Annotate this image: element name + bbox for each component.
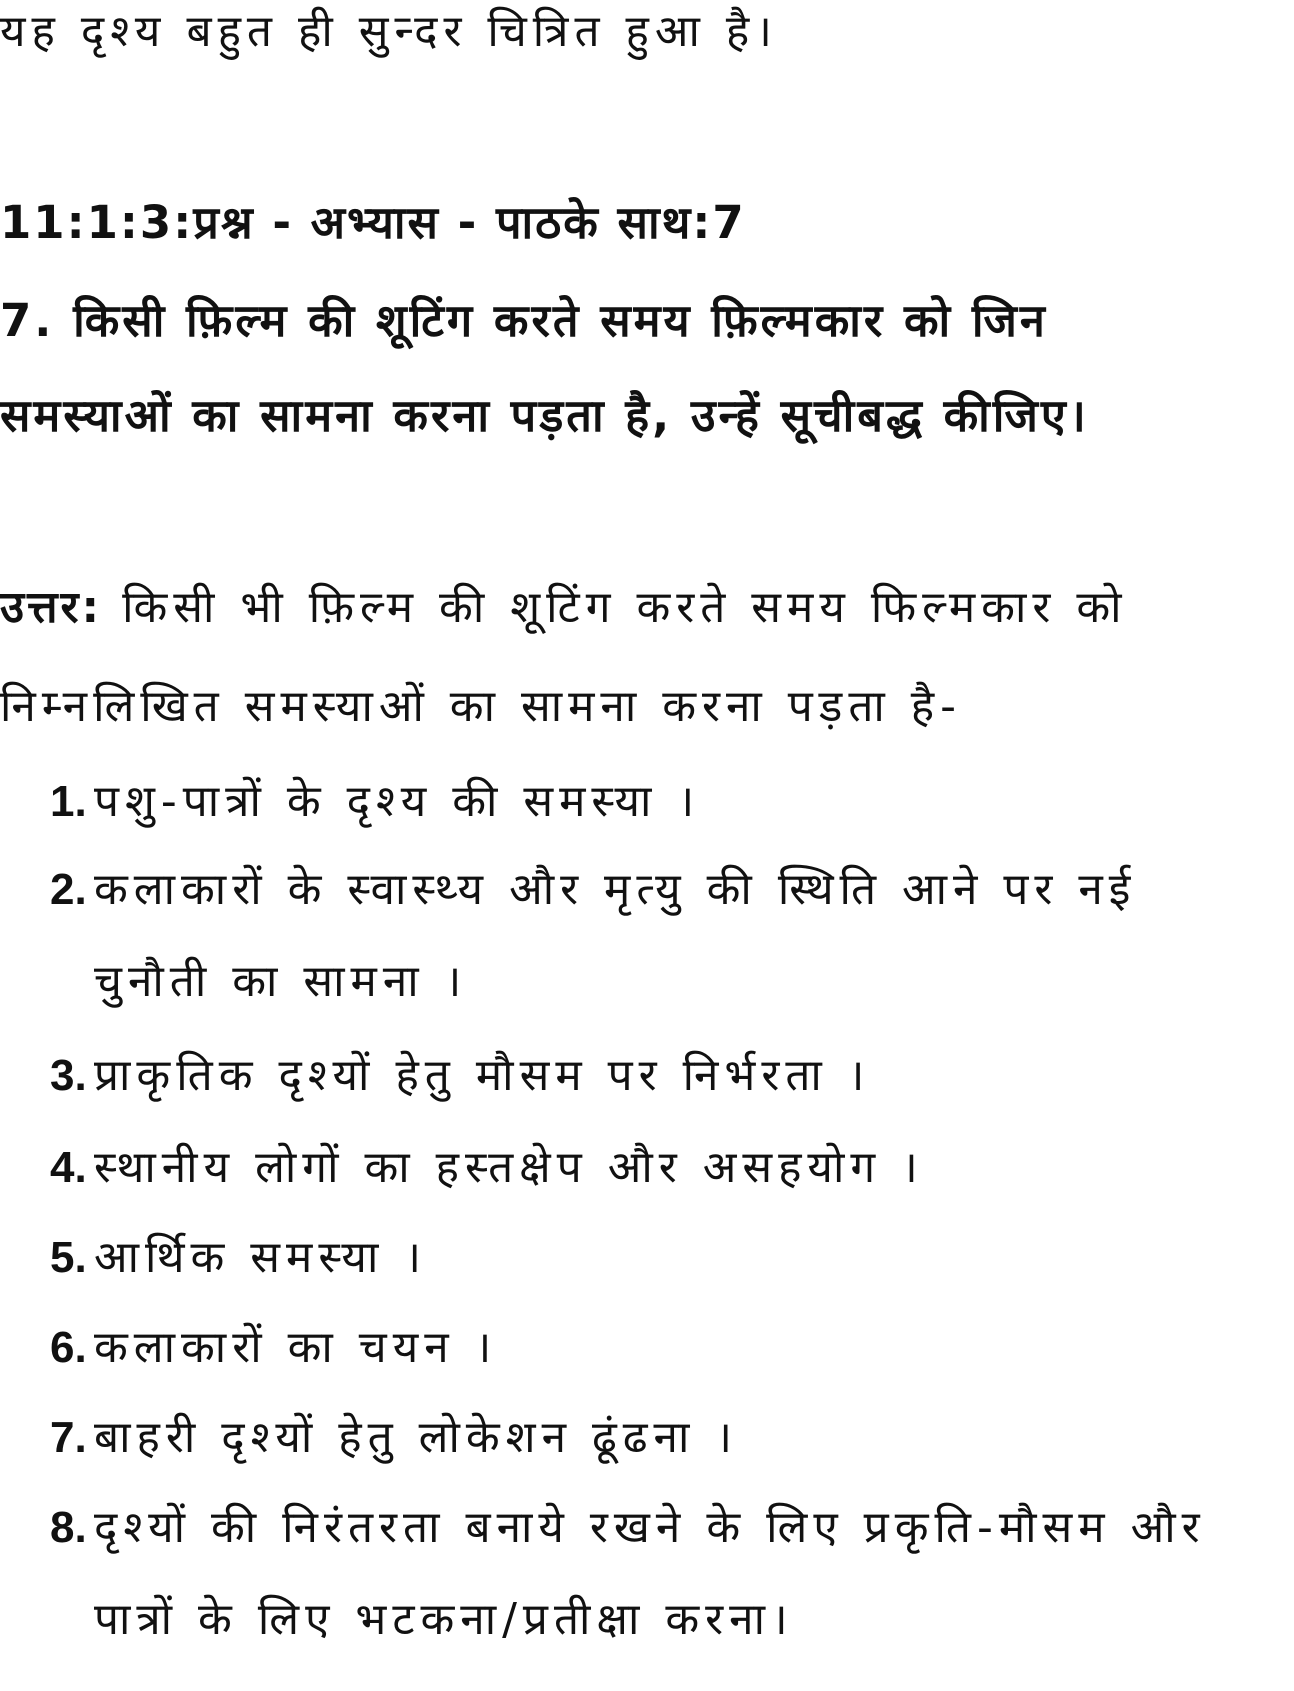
list-item bbox=[50, 1412, 739, 1463]
list-item-text: कलाकारों के स्वास्थ्य और मृत्यु की स्थिति आने पर नई bbox=[94, 864, 1137, 915]
answer-label: उत्तर: bbox=[0, 582, 103, 633]
list-item-text: स्थानीय लोगों का हस्तक्षेप और असहयोग । bbox=[94, 1142, 924, 1193]
list-item-text: कलाकारों का चयन । bbox=[94, 1322, 498, 1373]
question-text-line-2: समस्याओं का सामना करना पड़ता है, उन्हें सूचीबद्ध कीजिए। bbox=[0, 389, 1089, 442]
list-item bbox=[50, 1050, 871, 1101]
list-item-text: प्राकृतिक दृश्यों हेतु मौसम पर निर्भरता । bbox=[94, 1050, 871, 1101]
list-item bbox=[50, 776, 701, 827]
answer-intro-text: किसी भी फ़िल्म की शूटिंग करते समय फिल्मकार को bbox=[102, 582, 1128, 633]
list-item bbox=[50, 1142, 924, 1193]
list-item-text: पशु-पात्रों के दृश्य की समस्या । bbox=[94, 776, 701, 827]
list-item-number: 4. bbox=[50, 1143, 87, 1192]
list-item bbox=[50, 1232, 428, 1283]
list-item-number: 2. bbox=[50, 865, 87, 914]
intro-text: यह दृश्य बहुत ही सुन्दर चित्रित हुआ है। bbox=[0, 6, 778, 57]
list-item-number: 8. bbox=[50, 1503, 87, 1552]
answer-intro-line-2: निम्नलिखित समस्याओं का सामना करना पड़ता है- bbox=[0, 681, 963, 732]
list-item bbox=[50, 1322, 498, 1373]
list-item-text: बाहरी दृश्यों हेतु लोकेशन ढूंढना । bbox=[94, 1412, 739, 1463]
question-reference: 11:1:3:प्रश्न - अभ्यास - पाठके साथ:7 bbox=[0, 196, 746, 249]
list-item-number: 6. bbox=[50, 1323, 87, 1372]
list-item-number: 1. bbox=[50, 777, 87, 826]
list-item-number: 5. bbox=[50, 1233, 87, 1282]
list-item bbox=[50, 864, 1137, 1007]
list-item-text: आर्थिक समस्या । bbox=[94, 1232, 428, 1283]
list-item-continuation: पात्रों के लिए भटकना/प्रतीक्षा करना। bbox=[94, 1594, 794, 1645]
list-item-text: दृश्यों की निरंतरता बनाये रखने के लिए प्रकृति-मौसम और bbox=[94, 1502, 1206, 1553]
answer-intro-line-1 bbox=[0, 582, 1128, 633]
question-text-line-1: 7. किसी फ़िल्म की शूटिंग करते समय फ़िल्मकार को जिन bbox=[0, 294, 1048, 347]
list-item-number: 7. bbox=[50, 1413, 87, 1462]
list-item bbox=[50, 1502, 1206, 1645]
list-item-continuation: चुनौती का सामना । bbox=[94, 956, 468, 1007]
list-item-number: 3. bbox=[50, 1051, 87, 1100]
